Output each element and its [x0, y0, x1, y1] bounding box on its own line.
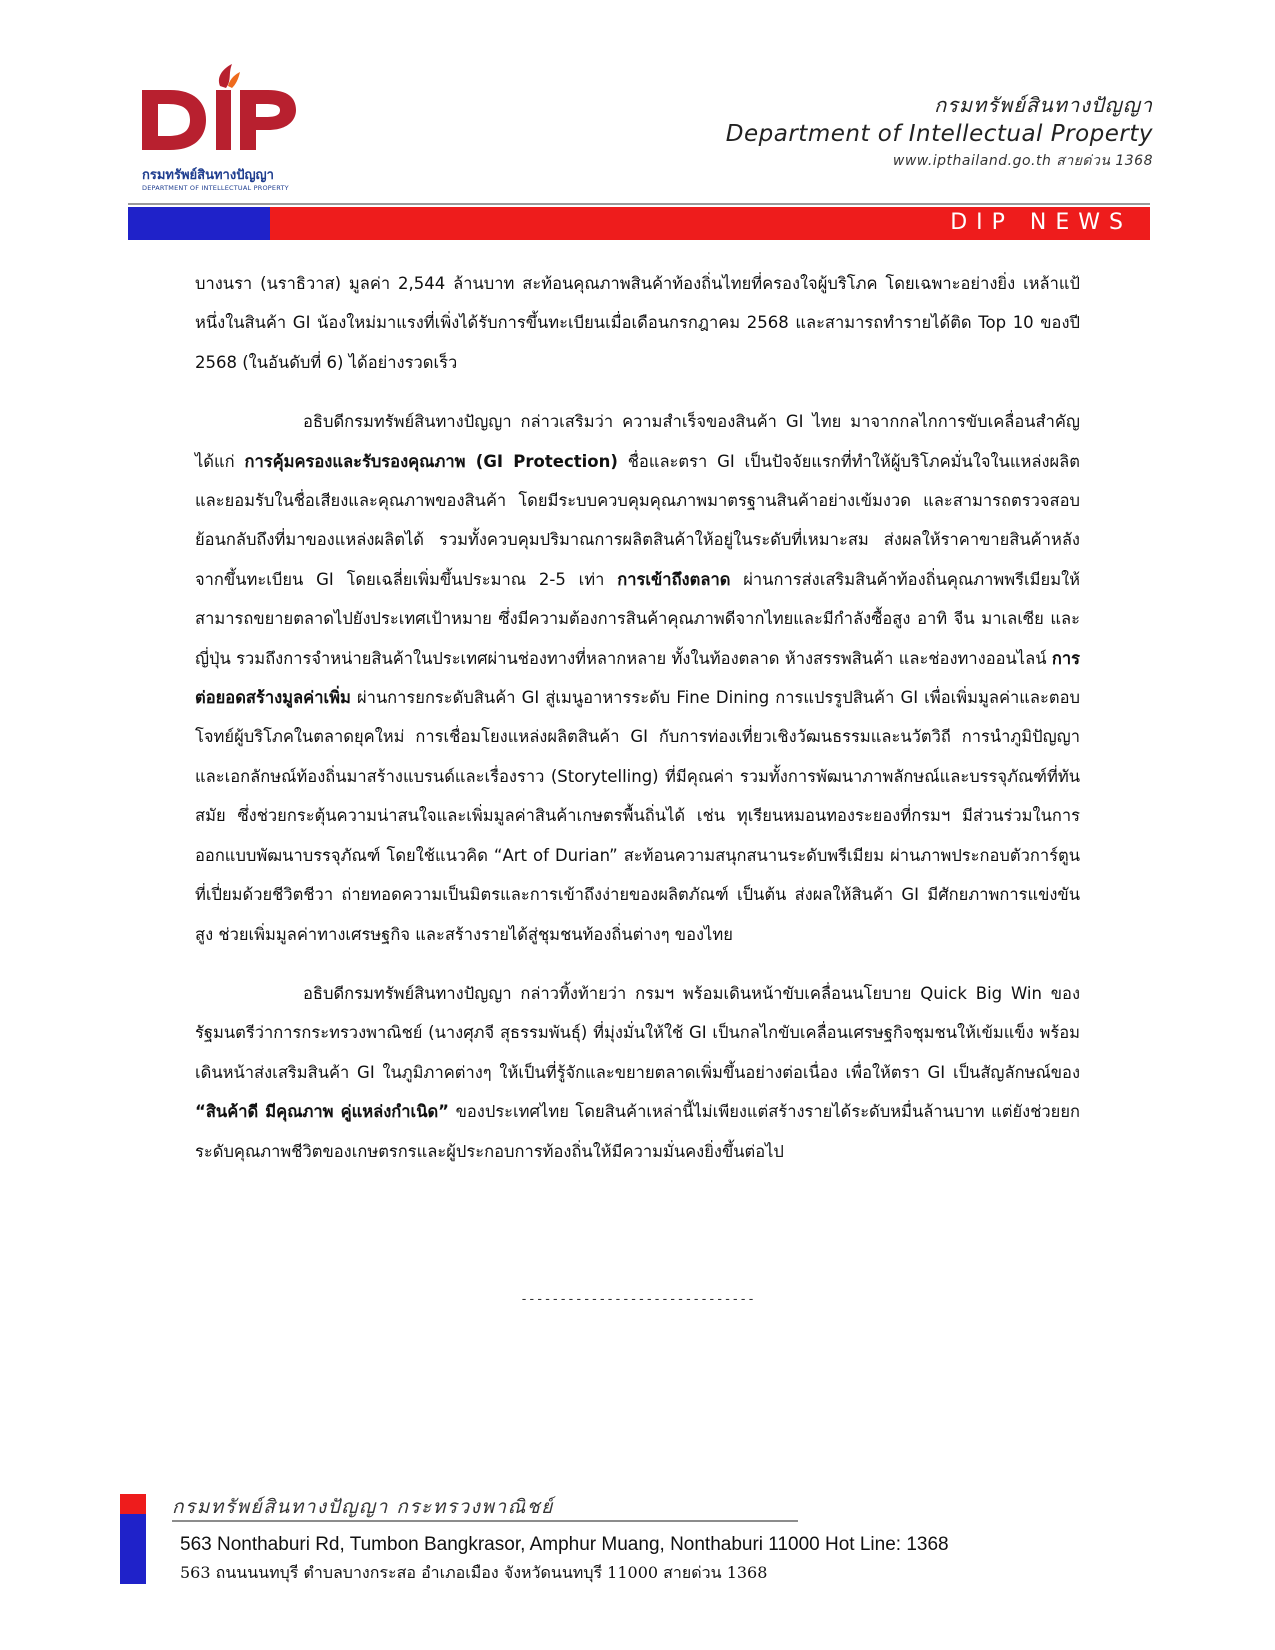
- article-body: [195, 264, 1080, 1191]
- footer-address-english: 563 Nonthaburi Rd, Tumbon Bangkrasor, Amphur Muang, Nonthaburi 11000 Hot Line: 1368: [180, 1534, 949, 1555]
- header-divider: [128, 203, 1150, 205]
- footer-blue-bar: [120, 1514, 146, 1584]
- paragraph-2-text-a: อธิบดีกรมทรัพย์สินทางปัญญา กล่าวเสริมว่า ความสำเร็จของสินค้า GI ไทย มาจากกลไกการขับเคลื่อนสำคัญ ได้แก่: [195, 412, 1080, 471]
- paragraph-2-text-g: ผ่านการยกระดับสินค้า GI สู่เมนูอาหารระดับ Fine Dining การแปรรูปสินค้า GI เพื่อเพิ่มมูลค่าและตอบโจทย์ผู้บริโภคในตลาดยุคใหม่ การเชื่อมโยงแหล่งผลิตสินค้า GI กับการท่องเที่ยวเชิงวัฒนธรรมและนวัตวิถี การนำภูมิปัญญาและเอกลักษณ์ท้องถิ่นมาสร้างแบรนด์และเรื่องราว (Storytelling) ที่มีคุณค่า รวมทั้งการพัฒนาภาพลักษณ์และบรรจุภัณฑ์ที่ทันสมัย ซึ่งช่วยกระตุ้นความน่าสนใจและเพิ่มมูลค่าสินค้าเกษตรพื้นถิ่นได้ เช่น ทุเรียนหมอนทองระยองที่กรมฯ มีส่วนร่วมในการออกแบบพัฒนาบรรจุภัณฑ์ โดยใช้แนวคิด “Art of Durian” สะท้อนความสนุกสนานระดับพรีเมียม ผ่านภาพประกอบตัวการ์ตูนที่เปี่ยมด้วยชีวิตชีวา ถ่ายทอดความเป็นมิตรและการเข้าถึงง่ายของผลิตภัณฑ์ เป็นต้น ส่งผลให้สินค้า GI มีศักยภาพการแข่งขันสูง ช่วยเพิ่มมูลค่าทางเศรษฐกิจ และสร้างรายได้สู่ชุมชนท้องถิ่นต่างๆ ของไทย: [195, 688, 1080, 944]
- website-hotline: www.ipthailand.go.th สายด่วน 1368: [892, 153, 1153, 169]
- department-thai-title: กรมทรัพย์สินทางปัญญา: [934, 93, 1153, 117]
- footer-divider: [172, 1520, 798, 1522]
- footer-address-thai: 563 ถนนนนทบุรี ตำบลบางกระสอ อำเภอเมือง จังหวัดนนทบุรี 11000 สายด่วน 1368: [180, 1563, 768, 1582]
- department-english-title: Department of Intellectual Property: [725, 121, 1153, 147]
- banner-blue-block: [128, 207, 270, 240]
- paragraph-3: [195, 974, 1080, 1171]
- dip-news-banner: [128, 207, 1150, 240]
- footer-red-bar: [120, 1494, 146, 1514]
- paragraph-2: [195, 402, 1080, 954]
- gi-slogan: “สินค้าดี มีคุณภาพ คู่แหล่งกำเนิด”: [195, 1102, 450, 1122]
- paragraph-2-text-e: ผ่านการส่งเสริมสินค้าท้องถิ่นคุณภาพพรีเมียมให้สามารถขยายตลาดไปยังประเทศเป้าหมาย ซึ่งมีความต้องการสินค้าคุณภาพดีจากไทยและมีกำลังซื้อสูง อาทิ จีน มาเลเซีย และญี่ปุ่น รวมถึงการจำหน่ายสินค้าในประเทศผ่านช่องทางที่หลากหลาย ทั้งในท้องตลาด ห้างสรรพสินค้า และช่องทางออนไลน์: [195, 569, 1081, 668]
- footer-color-bars: [120, 1494, 146, 1584]
- paragraph-2-text-c: ชื่อและตรา GI เป็นปัจจัยแรกที่ทำให้ผู้บริโภคมั่นใจในแหล่งผลิต และยอมรับในชื่อเสียงและคุณภาพของสินค้า โดยมีระบบควบคุมคุณภาพมาตรฐานสินค้าอย่างเข้มงวด และสามารถตรวจสอบย้อนกลับถึงที่มาของแหล่งผลิตได้ รวมทั้งควบคุมปริมาณการผลิตสินค้าให้อยู่ในระดับที่เหมาะสม ส่งผลให้ราคาขายสินค้าหลังจากขึ้นทะเบียน GI โดยเฉลี่ยเพิ่มขึ้นประมาณ 2-5 เท่า: [195, 451, 1080, 589]
- header-department-block: [726, 92, 1153, 172]
- market-access-heading: การเข้าถึงตลาด: [617, 569, 731, 589]
- end-of-article-mark: ------------------------------: [520, 1292, 755, 1307]
- logo-thai-name: กรมทรัพย์สินทางปัญญา: [142, 168, 274, 183]
- paragraph-3-text-a: อธิบดีกรมทรัพย์สินทางปัญญา กล่าวทิ้งท้ายว่า กรมฯ พร้อมเดินหน้าขับเคลื่อนนโยบาย Quick Big Win ของรัฐมนตรีว่าการกระทรวงพาณิชย์ (นางศุภจี สุธรรมพันธุ์) ที่มุ่งมั่นให้ใช้ GI เป็นกลไกขับเคลื่อนเศรษฐกิจชุมชนให้เข้มแข็ง พร้อมเดินหน้าส่งเสริมสินค้า GI ในภูมิภาคต่างๆ ให้เป็นที่รู้จักและขยายตลาดเพิ่มขึ้นอย่างต่อเนื่อง เพื่อให้ตรา GI เป็นสัญลักษณ์ของ: [195, 983, 1080, 1082]
- paragraph-3-text-c: ของประเทศไทย โดยสินค้าเหล่านี้ไม่เพียงแต่สร้างรายได้ระดับหมื่นล้านบาท แต่ยังช่วยยกระดับคุณภาพชีวิตของเกษตรกรและผู้ประกอบการท้องถิ่นให้มีความมั่นคงยิ่งขึ้นต่อไป: [195, 1102, 1080, 1161]
- paragraph-1: บางนรา (นราธิวาส) มูลค่า 2,544 ล้านบาท สะท้อนคุณภาพสินค้าท้องถิ่นไทยที่ครองใจผู้บริโภค โดยเฉพาะอย่างยิ่ง เหล้าแป้ หนึ่งในสินค้า GI น้องใหม่มาแรงที่เพิ่งได้รับการขึ้นทะเบียนเมื่อเดือนกรกฎาคม 2568 และสามารถทำรายได้ติด Top 10 ของปี 2568 (ในอันดับที่ 6) ได้อย่างรวดเร็ว: [195, 274, 1080, 372]
- dip-logo-graphic: [140, 62, 315, 162]
- dip-logo: [140, 62, 315, 202]
- banner-title: DIP NEWS: [950, 210, 1132, 235]
- value-added-heading: การต่อยอดสร้างมูลค่าเพิ่ม: [195, 648, 1080, 708]
- logo-english-name: DEPARTMENT OF INTELLECTUAL PROPERTY: [142, 184, 289, 192]
- gi-protection-heading: การคุ้มครองและรับรองคุณภาพ (GI Protection): [244, 451, 618, 471]
- footer-organization: กรมทรัพย์สินทางปัญญา กระทรวงพาณิชย์: [172, 1496, 554, 1518]
